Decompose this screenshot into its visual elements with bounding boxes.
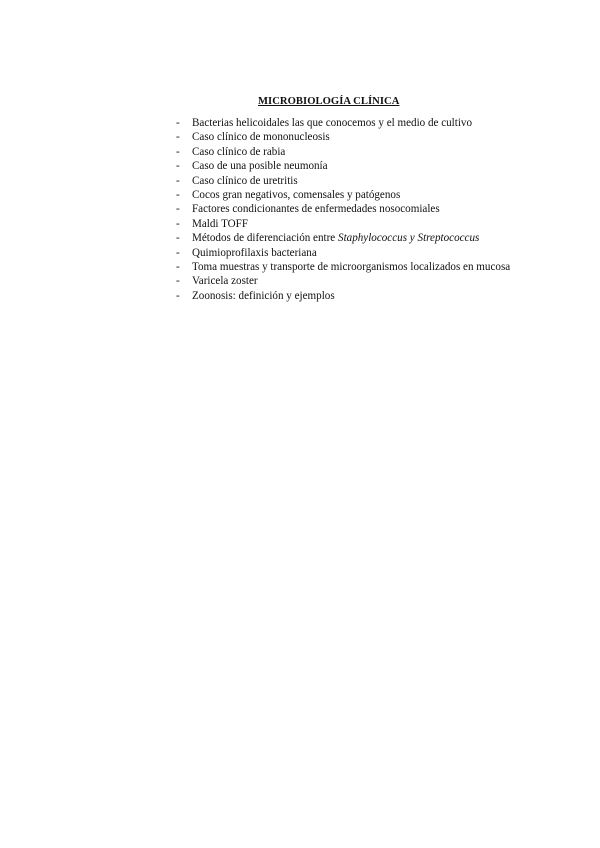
list-item xyxy=(176,159,516,173)
list-item-text: Toma muestras y transporte de microorganismos localizados en mucosa xyxy=(192,261,511,274)
list-item xyxy=(176,130,516,144)
list-item xyxy=(176,260,516,274)
list-item xyxy=(176,116,516,130)
genus-connector: y xyxy=(407,232,418,245)
genus-name: Streptococcus xyxy=(417,232,480,245)
list-item-text: Bacterias helicoidales las que conocemos y el medio de cultivo xyxy=(192,117,473,129)
list-item-prefix: Métodos de diferenciación entre xyxy=(192,232,339,245)
list-bullet: - xyxy=(176,232,180,245)
list-item-text: Cocos gran negativos, comensales y patógenos xyxy=(192,189,401,202)
topic-list xyxy=(176,116,516,303)
list-item-text: Caso de una posible neumonía xyxy=(192,160,328,173)
list-bullet: - xyxy=(176,131,180,144)
list-bullet: - xyxy=(176,145,180,158)
list-item-text: Varicela zoster xyxy=(192,275,258,288)
list-item xyxy=(176,246,516,260)
list-bullet: - xyxy=(176,203,180,216)
list-item-text: Caso clínico de uretritis xyxy=(192,174,298,187)
document-title: MICROBIOLOGÍA CLÍNICA xyxy=(258,96,400,107)
list-item-text: Maldi TOFF xyxy=(192,217,248,230)
list-item xyxy=(176,188,516,202)
list-item xyxy=(176,289,516,303)
list-item-text: Caso clínico de mononucleosis xyxy=(192,131,330,144)
list-bullet: - xyxy=(176,174,180,187)
list-bullet: - xyxy=(176,189,180,202)
list-bullet: - xyxy=(176,261,180,274)
list-item xyxy=(176,231,516,245)
list-item xyxy=(176,217,516,231)
list-item-text: Quimioprofilaxis bacteriana xyxy=(192,246,317,259)
list-bullet: - xyxy=(176,217,180,230)
list-bullet: - xyxy=(176,289,180,302)
list-bullet: - xyxy=(176,275,180,288)
list-bullet: - xyxy=(176,117,180,129)
list-item xyxy=(176,274,516,288)
list-bullet: - xyxy=(176,246,180,259)
list-item-text xyxy=(192,232,479,244)
genus-name: Staphylococcus xyxy=(338,232,408,245)
list-item-text: Factores condicionantes de enfermedades nosocomiales xyxy=(192,203,440,216)
list-item xyxy=(176,145,516,159)
list-bullet: - xyxy=(176,160,180,173)
list-item xyxy=(176,174,516,188)
list-item-text: Zoonosis: definición y ejemplos xyxy=(192,289,335,302)
list-item-text: Caso clínico de rabia xyxy=(192,145,286,158)
list-item xyxy=(176,202,516,216)
